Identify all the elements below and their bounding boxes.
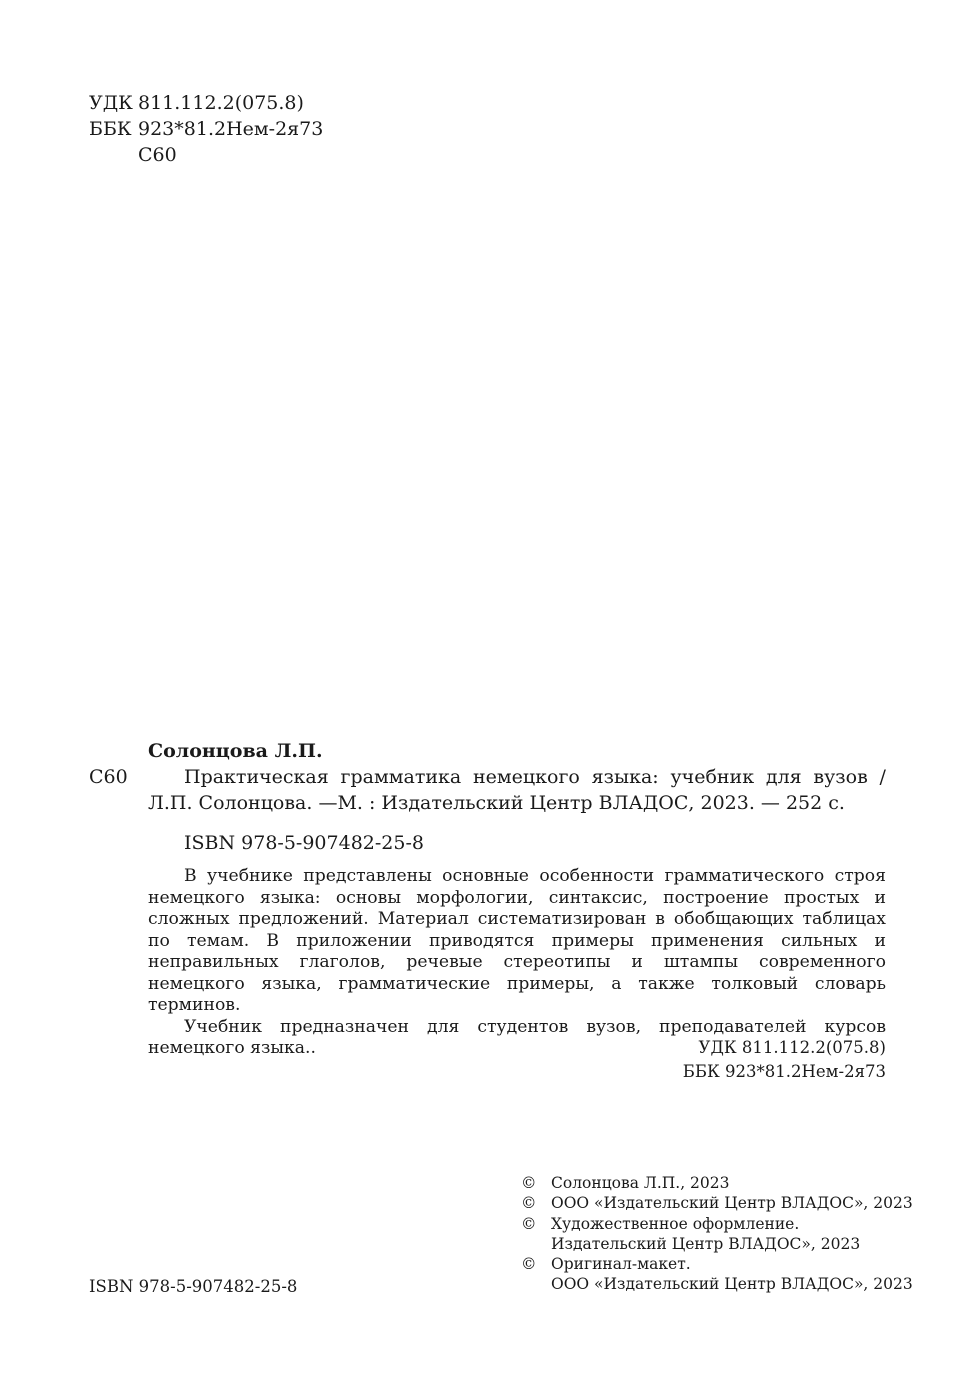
udk-record: УДК 811.112.2(075.8) bbox=[698, 1038, 886, 1057]
udk-line bbox=[89, 90, 304, 116]
copyright-line: ООО «Издательский Центр ВЛАДОС», 2023 bbox=[551, 1194, 913, 1213]
udk-label: УДК bbox=[89, 92, 133, 114]
title-word: для bbox=[765, 766, 802, 788]
title-line-2: Л.П. Солонцова. —М. : Издательский Центр ВЛАДОС, 2023. — 252 с. bbox=[148, 792, 845, 814]
title-word: языка: bbox=[591, 766, 659, 788]
author-mark: С60 bbox=[89, 766, 128, 788]
copyright-icon: © bbox=[521, 1214, 537, 1233]
title-word: немецкого bbox=[473, 766, 580, 788]
copyright-line: ООО «Издательский Центр ВЛАДОС», 2023 bbox=[551, 1275, 913, 1294]
copyright-line: Солонцова Л.П., 2023 bbox=[551, 1174, 730, 1192]
title-word: учебник bbox=[670, 766, 755, 788]
title-line-1 bbox=[184, 764, 886, 790]
isbn-footer: ISBN 978-5-907482-25-8 bbox=[89, 1277, 298, 1296]
annotation-paragraph: В учебнике представлены основные особенности грамматического строя немецкого языка: основы морфологии, синтаксис, построение простых и сложных предложений. Материал систематизирован в обобщающих таблицах по темам. В приложении приводятся примеры применения сильных и неправильных глаголов, речевые стереотипы и штампы современного немецкого языка, грамматические примеры, а также толковый словарь терминов. bbox=[148, 866, 886, 1015]
copyright-line: Издательский Центр ВЛАДОС», 2023 bbox=[551, 1234, 861, 1253]
title-word: / bbox=[879, 766, 886, 788]
author-mark-top: С60 bbox=[138, 144, 177, 166]
bbk-label: ББК bbox=[89, 118, 132, 140]
copyright-icon: © bbox=[521, 1174, 537, 1192]
bbk-value: 923*81.2Нем-2я73 bbox=[138, 118, 324, 140]
copyright-icon: © bbox=[521, 1194, 537, 1213]
copyright-line: Оригинал-макет. bbox=[551, 1255, 691, 1274]
copyright-icon: © bbox=[521, 1255, 537, 1274]
title-word: грамматика bbox=[340, 766, 462, 788]
annotation-paragraph: Учебник предназначен для студентов вузов, преподавателей курсов немецкого языка.. bbox=[148, 1016, 886, 1058]
bbk-line bbox=[89, 116, 323, 142]
copyright-line: Художественное оформление. bbox=[551, 1214, 800, 1233]
annotation bbox=[148, 866, 886, 1060]
title-word: вузов bbox=[813, 766, 868, 788]
isbn-record: ISBN 978-5-907482-25-8 bbox=[184, 832, 424, 854]
udk-value: 811.112.2(075.8) bbox=[138, 92, 304, 114]
bbk-record: ББК 923*81.2Нем-2я73 bbox=[682, 1062, 886, 1081]
author-heading: Солонцова Л.П. bbox=[148, 740, 323, 762]
title-word: Практическая bbox=[184, 766, 329, 788]
